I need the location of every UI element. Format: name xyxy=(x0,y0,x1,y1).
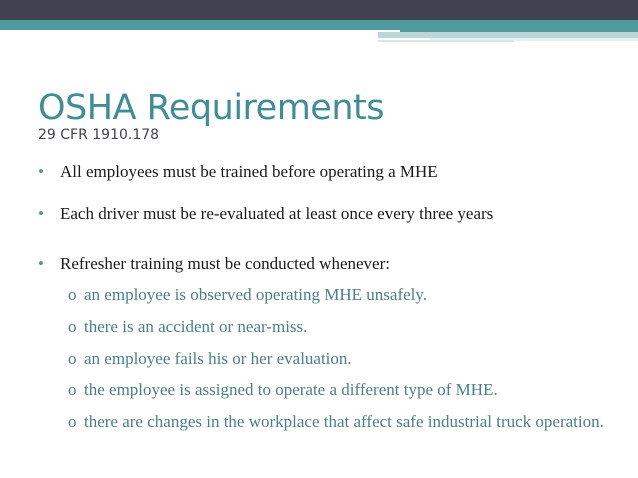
sub-bullet-text: there is an accident or near-miss. xyxy=(84,317,308,336)
slide-title: OSHA Requirements xyxy=(38,88,384,128)
bullet-text: Refresher training must be conducted whenever: xyxy=(60,254,390,273)
header-band-line xyxy=(0,30,400,32)
bullet-marker: • xyxy=(38,254,44,273)
bullet-text: Each driver must be re-evaluated at least once every three years xyxy=(60,204,494,223)
sub-bullet-item xyxy=(68,348,608,369)
sub-bullet-text: there are changes in the workplace that affect safe industrial truck operation. xyxy=(84,412,604,431)
bullet-item xyxy=(38,162,618,182)
slide-subtitle: 29 CFR 1910.178 xyxy=(38,127,160,143)
sub-bullet-item xyxy=(68,284,608,305)
sub-bullet-marker: o xyxy=(68,317,77,336)
sub-bullet-marker: o xyxy=(68,380,77,399)
sub-bullet-text: an employee is observed operating MHE unsafely. xyxy=(84,285,428,304)
sub-bullet-item xyxy=(68,379,608,400)
sub-bullet-text: an employee fails his or her evaluation. xyxy=(84,349,352,368)
sub-bullet-marker: o xyxy=(68,349,77,368)
bullet-item xyxy=(38,254,618,274)
header-accent-bar xyxy=(378,40,514,42)
bullet-marker: • xyxy=(38,204,44,223)
sub-bullet-marker: o xyxy=(68,285,77,304)
bullet-item xyxy=(38,204,618,224)
sub-bullet-marker: o xyxy=(68,412,77,431)
sub-bullet-text: the employee is assigned to operate a different type of MHE. xyxy=(84,380,498,399)
sub-bullet-item xyxy=(68,316,608,337)
header-band-dark xyxy=(0,0,638,20)
sub-bullet-item xyxy=(68,411,608,432)
bullet-text: All employees must be trained before operating a MHE xyxy=(60,162,438,181)
bullet-marker: • xyxy=(38,162,44,181)
